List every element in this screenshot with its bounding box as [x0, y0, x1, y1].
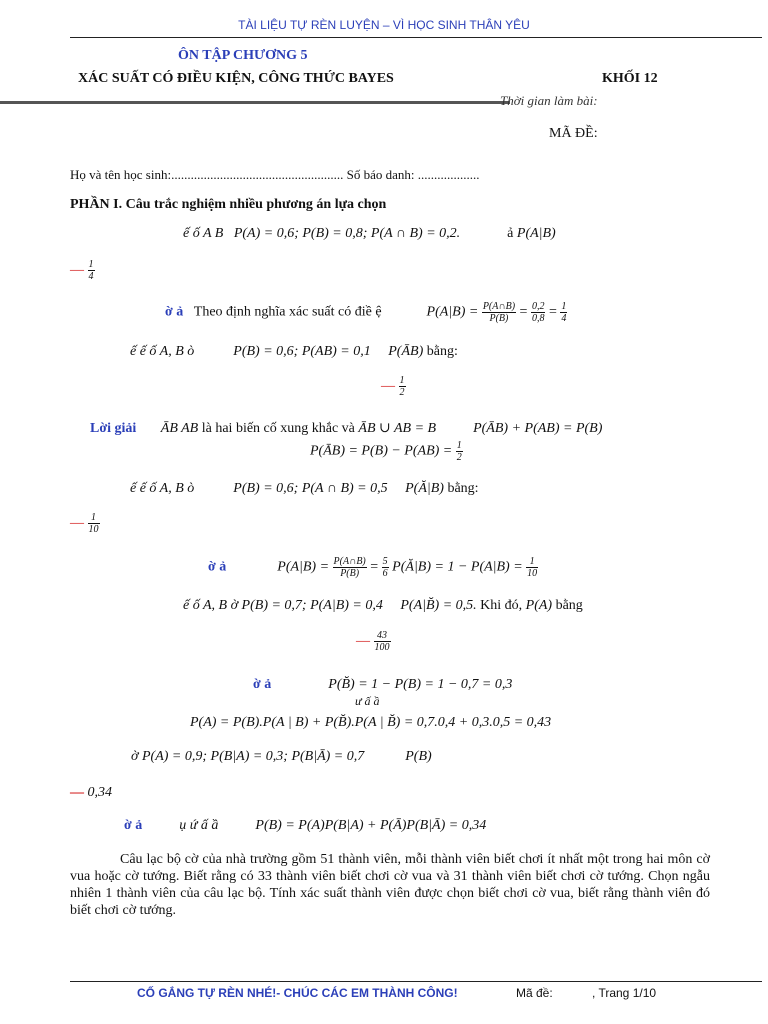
- q3-solution-mid: =: [370, 559, 379, 575]
- part-title: PHẦN I. Câu trắc nghiệm nhiều phương án lựa chọn: [70, 197, 387, 212]
- q3-stem-ask: P(Ă|B): [405, 481, 444, 496]
- q4-stem-end: bằng: [555, 598, 583, 613]
- footer-page-number: , Trang 1/10: [592, 986, 657, 1000]
- q1-solution-frac3: [560, 301, 567, 324]
- q2-stem: [130, 344, 458, 360]
- footer-slogan: CỐ GẮNG TỰ RÈN NHÉ!- CHÚC CÁC EM THÀNH CÔNG!: [137, 986, 458, 1000]
- q6-text: Câu lạc bộ cờ của nhà trường gồm 51 thành viên, mỗi thành viên biết chơi ít nhất một trong hai môn cờ vua hoặc cờ tướng. Biết rằng có 33 thành viên biết chơi cờ vua và 31 thành viên biết chơi cờ tướng. Chọn ngẫu nhiên 1 thành viên của câu lạc bộ. Tính xác suất thành viên được chọn biết chơi cờ vua, biết rằng thành viên đó biết chơi cờ tướng.: [70, 852, 710, 918]
- q3-answer: [70, 512, 100, 535]
- exam-code-label: MÃ ĐỀ:: [549, 126, 598, 141]
- q2-answer-num: 1: [399, 375, 405, 386]
- q3-frac1-num: P(A∩B): [333, 556, 366, 567]
- q1-solution-label: ờ ả: [165, 304, 184, 320]
- q4-answer-num: 43: [374, 630, 391, 642]
- q4-solution: [253, 677, 512, 693]
- q1-answer-marker: —: [70, 262, 84, 278]
- q1-solution-frac2: [531, 301, 546, 324]
- q2-sol-num: 1: [456, 440, 462, 451]
- q1-stem-math: P(A) = 0,6; P(B) = 0,8; P(A ∩ B) = 0,2.: [233, 226, 461, 241]
- q2-solution-math: ĀB ∪ AB = B: [358, 421, 437, 436]
- q5-stem-math: P(A) = 0,9; P(B|A) = 0,3; P(B|Ā) = 0,7: [141, 749, 365, 764]
- q3-frac3-num: 1: [526, 556, 538, 568]
- q4-stem-math2: P(A|B̆) = 0,5.: [400, 598, 477, 613]
- chapter-title: ÔN TẬP CHƯƠNG 5: [178, 48, 308, 63]
- q1-solution-frac1: [482, 301, 516, 324]
- title-thick-rule: [0, 101, 510, 104]
- q4-stem-tail: Khi đó,: [480, 598, 523, 613]
- q1-frac3-den: 4: [561, 313, 567, 324]
- q1-stem-tail: ả: [507, 226, 514, 241]
- q2-stem-tail: bằng:: [426, 344, 458, 359]
- q2-solution-line2-text: P(ĀB) = P(B) − P(AB) =: [310, 443, 453, 459]
- q4-answer-marker: —: [356, 633, 370, 649]
- q1-answer-den: 4: [88, 271, 94, 282]
- q2-stem-math: P(B) = 0,6; P(AB) = 0,1: [233, 344, 371, 359]
- q1-stem-ask: P(A|B): [516, 226, 556, 241]
- q1-solution-text: Theo định nghĩa xác suất có điề ệ: [193, 304, 382, 320]
- q2-solution-a: ĀB AB: [160, 421, 199, 436]
- q3-stem-prefix: ế ế ố A, B ò: [130, 481, 195, 496]
- time-label: Thời gian làm bài:: [500, 93, 598, 108]
- footer-rule: [70, 981, 762, 982]
- q1-stem: [183, 226, 556, 242]
- q3-solution-frac3: [526, 556, 538, 579]
- q5-solution-math: P(B) = P(A)P(B|A) + P(Ā)P(B|Ā) = 0,34: [255, 818, 487, 833]
- q1-solution-eq2: =: [548, 304, 557, 320]
- q4-stem-ask: P(A): [525, 598, 553, 613]
- header-title: TÀI LIỆU TỰ RÈN LUYỆN – VÌ HỌC SINH THÂN YÊU: [238, 18, 530, 32]
- q4-stem-prefix: ế ố A, B ờ: [183, 598, 239, 613]
- q5-stem-prefix: ờ: [131, 749, 139, 764]
- student-info-line: Họ và tên học sinh:..................................................... Số báo danh: ...................: [70, 167, 480, 182]
- q2-answer-marker: —: [381, 378, 395, 394]
- q2-stem-ask: P(ĀB): [388, 344, 424, 359]
- q5-stem: [131, 749, 432, 765]
- q4-stem-math: P(B) = 0,7; P(A|B) = 0,4: [241, 598, 383, 613]
- q3-solution: [208, 556, 538, 579]
- q2-solution-label: Lời giải: [90, 421, 137, 436]
- q3-solution-rest: P(Ă|B) = 1 − P(A|B) =: [392, 559, 523, 575]
- subject-title: XÁC SUẤT CÓ ĐIỀU KIỆN, CÔNG THỨC BAYES: [78, 71, 394, 86]
- q2-solution-math2: P(ĀB) + P(AB) = P(B): [473, 421, 603, 436]
- q5-answer-value: 0,34: [87, 785, 112, 800]
- q2-solution: [90, 420, 602, 437]
- q1-answer: [70, 259, 95, 282]
- q1-frac2-num: 0,2: [531, 301, 545, 312]
- q2-solution-text: là hai biến cố xung khắc và: [201, 421, 355, 436]
- q4-answer-den: 100: [374, 642, 390, 653]
- q3-answer-num: 1: [88, 512, 100, 524]
- q4-solution-line2: P(A) = P(B).P(A | B) + P(B̆).P(A | B̆) = 0,7.0,4 + 0,3.0,5 = 0,43: [190, 715, 552, 730]
- q3-stem-math: P(B) = 0,6; P(A ∩ B) = 0,5: [233, 481, 388, 496]
- q5-stem-ask: P(B): [405, 749, 432, 764]
- footer-exam-code: Mã đề:: [516, 986, 553, 1000]
- q2-answer-fraction: [399, 375, 406, 398]
- q3-answer-fraction: [88, 512, 100, 535]
- q2-sol-den: 2: [456, 452, 462, 463]
- q3-frac1-den: P(B): [340, 568, 360, 579]
- q2-stem-prefix: ế ế ố A, B ò: [130, 344, 195, 359]
- q3-frac2-den: 6: [382, 568, 388, 579]
- q3-answer-marker: —: [70, 515, 84, 531]
- q2-solution-fraction: [456, 440, 463, 463]
- q2-answer: [381, 375, 406, 398]
- q3-answer-den: 10: [88, 524, 99, 535]
- q5-solution-mid: ụ ứ ấ ầ: [179, 818, 219, 833]
- header-rule: [70, 37, 762, 38]
- q3-frac3-den: 10: [527, 568, 538, 579]
- q5-answer-marker: —: [70, 785, 84, 800]
- q1-stem-prefix: ế ố A B: [183, 226, 224, 241]
- q1-answer-fraction: [88, 259, 95, 282]
- q1-solution-eq: =: [519, 304, 528, 320]
- q3-solution-frac2: [382, 556, 389, 579]
- q1-frac2-den: 0,8: [531, 313, 545, 324]
- q1-frac1-num: P(A∩B): [482, 301, 516, 312]
- q4-solution-label: ờ ả: [253, 677, 272, 692]
- q4-solution-line1: P(B̆) = 1 − P(B) = 1 − 0,7 = 0,3: [328, 677, 513, 692]
- q1-solution-lhs: P(A|B) =: [426, 304, 479, 320]
- q1-answer-num: 1: [88, 259, 94, 270]
- grade-label: KHỐI 12: [602, 71, 658, 86]
- q4-answer: [356, 630, 391, 653]
- q2-answer-den: 2: [399, 387, 405, 398]
- q3-solution-label: ờ ả: [208, 559, 227, 575]
- q3-stem-tail: bằng:: [447, 481, 479, 496]
- q3-stem: [130, 481, 479, 497]
- q3-frac2-num: 5: [382, 556, 388, 567]
- q5-solution-label: ờ ả: [124, 818, 143, 833]
- q2-solution-line2: [310, 440, 463, 463]
- q3-solution-lhs: P(A|B) =: [277, 559, 330, 575]
- q4-answer-fraction: [374, 630, 391, 653]
- q5-solution: [124, 818, 486, 834]
- q4-stem: [183, 598, 583, 614]
- q4-solution-small: ư ấ ầ: [355, 694, 380, 708]
- q1-frac3-num: 1: [561, 301, 567, 312]
- q3-solution-frac1: [333, 556, 367, 579]
- q1-solution: [165, 301, 567, 324]
- q1-frac1-den: P(B): [489, 313, 509, 324]
- q5-answer: [70, 785, 112, 801]
